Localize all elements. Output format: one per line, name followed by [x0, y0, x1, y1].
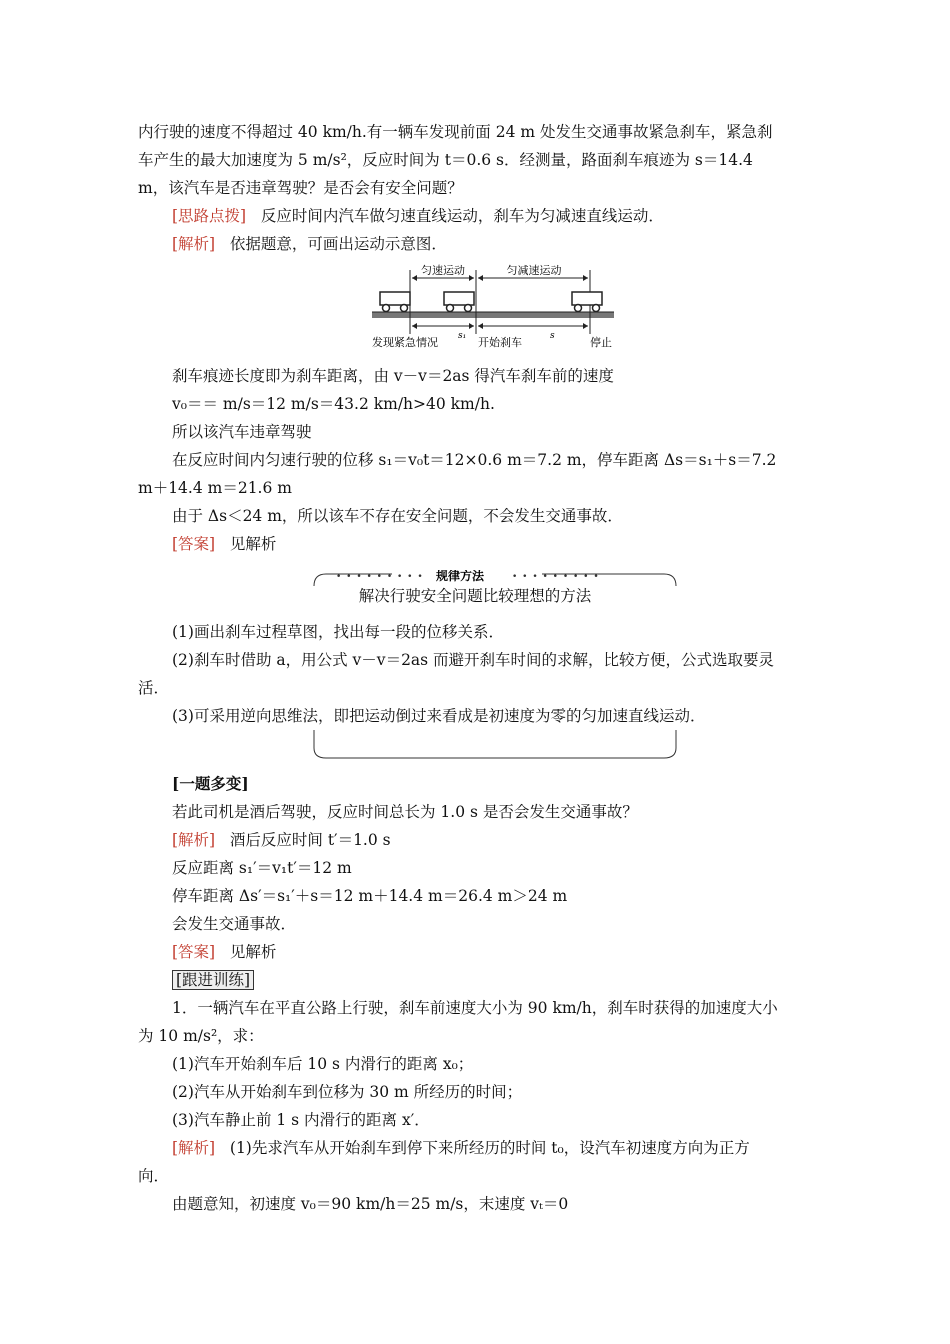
- car-3: [572, 292, 602, 312]
- variation-heading: [一题多变]: [172, 774, 249, 793]
- label-uniform: 匀速运动: [421, 264, 465, 277]
- label-stop: 停止: [590, 336, 612, 349]
- paragraph-line: m，该汽车是否违章驾驶？是否会有安全问题？: [138, 179, 463, 197]
- hint-text: 反应时间内汽车做匀速直线运动，刹车为匀减速直线运动．: [260, 207, 664, 225]
- method-item: 活．: [138, 679, 170, 697]
- analysis-tag: [解析]: [172, 235, 216, 253]
- follow-up-heading: [172, 970, 254, 990]
- method-item: (3)可采用逆向思维法，即把运动倒过来看成是初速度为零的匀加速直线运动．: [172, 707, 706, 725]
- paragraph-line: 由题意知，初速度 v₀＝90 km/h＝25 m/s，末速度 vₜ＝0: [172, 1195, 569, 1213]
- method-item: (1)画出刹车过程草图，找出每一段的位移关系．: [172, 623, 504, 641]
- label-s1: s₁: [458, 331, 467, 341]
- hint-line: [172, 206, 664, 226]
- paragraph-line: 所以该汽车违章驾驶: [172, 423, 312, 441]
- motion-diagram: [372, 264, 614, 354]
- label-s: s: [550, 331, 555, 341]
- paragraph-line: 停车距离 Δs′＝s₁′＋s＝12 m＋14.4 m＝26.4 m＞24 m: [172, 887, 568, 905]
- paragraph-line: 由于 Δs＜24 m，所以该车不存在安全问题，不会发生交通事故．: [172, 507, 623, 525]
- paragraph-line: 反应距离 s₁′＝v₁t′＝12 m: [172, 859, 352, 877]
- question-line: (1)汽车开始刹车后 10 s 内滑行的距离 x₀；: [172, 1055, 474, 1073]
- label-decel: 匀减速运动: [506, 264, 562, 277]
- question-line: (3)汽车静止前 1 s 内滑行的距离 x′．: [172, 1111, 430, 1129]
- label-brake: 开始刹车: [478, 336, 522, 349]
- paragraph-line: 若此司机是酒后驾驶，反应时间总长为 1.0 s 是否会发生交通事故？: [172, 803, 638, 821]
- analysis-text: 酒后反应时间 t′＝1.0 s: [229, 831, 391, 849]
- method-label: 规律方法: [435, 570, 485, 583]
- method-title: 解决行驶安全问题比较理想的方法: [358, 587, 592, 605]
- analysis-line: [172, 234, 447, 254]
- question-line: 为 10 m/s²，求：: [138, 1027, 264, 1045]
- analysis-tag: [解析]: [172, 831, 216, 849]
- road-surface: [372, 312, 614, 318]
- paragraph-line: 向．: [138, 1167, 170, 1185]
- analysis-line: [172, 1138, 750, 1158]
- question-line: (2)汽车从开始刹车到位移为 30 m 所经历的时间；: [172, 1083, 523, 1101]
- paragraph-line: 车产生的最大加速度为 5 m/s²，反应时间为 t＝0.6 s．经测量，路面刹车痕迹为 s＝14.4: [138, 151, 753, 169]
- hint-tag: [思路点拨]: [172, 207, 247, 225]
- follow-up-tag: [跟进训练]: [172, 970, 254, 990]
- answer-tag: [答案]: [172, 943, 216, 961]
- answer-text: 见解析: [229, 535, 277, 553]
- paragraph-line: m＋14.4 m＝21.6 m: [138, 479, 292, 497]
- car-1: [380, 292, 410, 312]
- paragraph-line: 内行驶的速度不得超过 40 km/h.有一辆车发现前面 24 m 处发生交通事故紧急刹车，紧急刹: [138, 123, 773, 141]
- paragraph-line: v₀＝＝ m/s＝12 m/s＝43.2 km/h>40 km/h.: [172, 395, 495, 413]
- svg-text:• • • • • • • • •: • • • • • • • • •: [336, 572, 424, 582]
- analysis-text: (1)先求汽车从开始刹车到停下来所经历的时间 t₀，设汽车初速度方向为正方: [229, 1139, 750, 1157]
- answer-line: [172, 534, 276, 554]
- answer-text: 见解析: [229, 943, 277, 961]
- paragraph-line: 会发生交通事故．: [172, 915, 297, 933]
- analysis-text: 依据题意，可画出运动示意图．: [229, 235, 447, 253]
- analysis-line: [172, 830, 391, 850]
- analysis-tag: [解析]: [172, 1139, 216, 1157]
- answer-line: [172, 942, 276, 962]
- paragraph-line: 在反应时间内匀速行驶的位移 s₁＝v₀t＝12×0.6 m＝7.2 m，停车距离 Δs＝s₁＋s＝7.2: [172, 451, 777, 469]
- paragraph-line: 刹车痕迹长度即为刹车距离，由 v－v＝2as 得汽车刹车前的速度: [172, 367, 614, 385]
- label-found: 发现紧急情况: [372, 336, 438, 349]
- svg-text:• • • • • • • • •: • • • • • • • • •: [512, 572, 600, 582]
- method-item: (2)刹车时借助 a，用公式 v－v＝2as 而避开刹车时间的求解，比较方便，公式选取要灵: [172, 651, 775, 669]
- car-2: [444, 292, 474, 312]
- answer-tag: [答案]: [172, 535, 216, 553]
- question-line: 1．一辆汽车在平直公路上行驶，刹车前速度大小为 90 km/h，刹车时获得的加速度大小: [172, 999, 778, 1017]
